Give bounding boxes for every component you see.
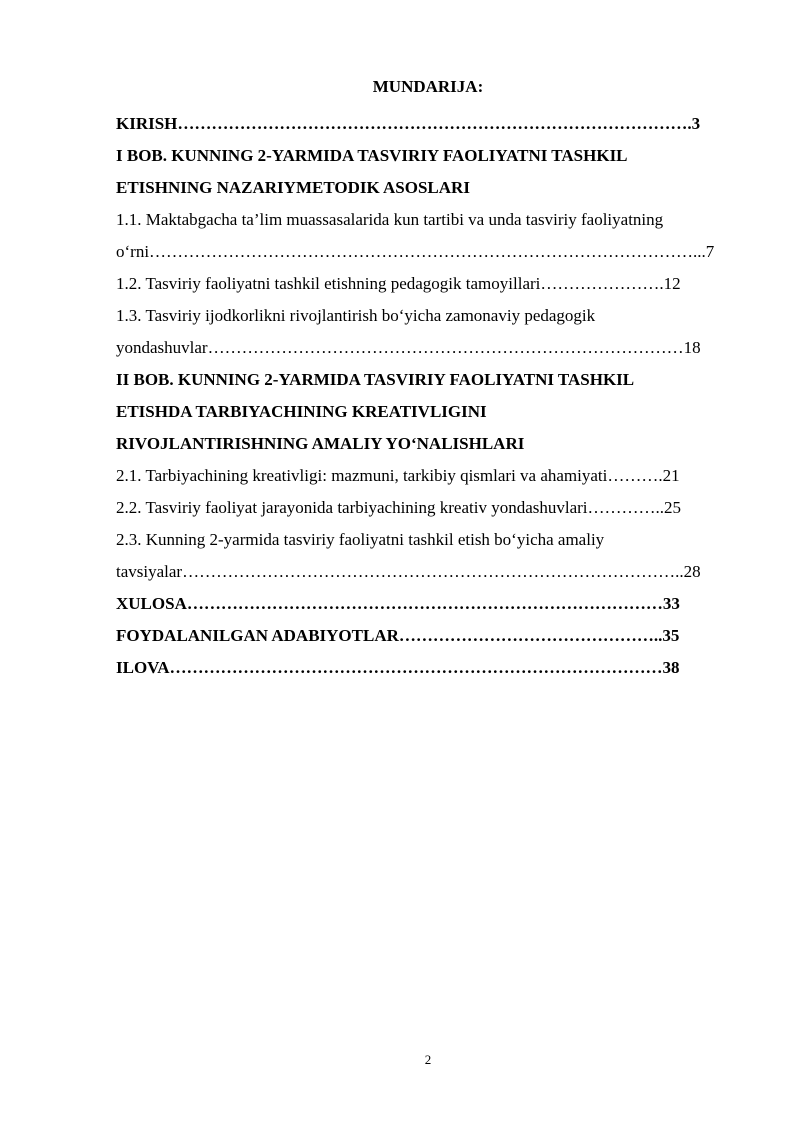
toc-entry-1-3-line-2: yondashuvlar…………………………………………………………………………18 xyxy=(116,338,701,357)
page-number: 2 xyxy=(424,1052,432,1067)
toc-heading: MUNDARIJA: xyxy=(372,77,484,96)
toc-entry-xulosa: XULOSA…………………………………………………………………………33 xyxy=(116,594,680,613)
toc-entry-kirish: KIRISH……………………………………………………………………………….3 xyxy=(116,114,701,133)
toc-entry-1-1-line-2: o‘rni……………………………………………………………………………………...7 xyxy=(116,242,715,261)
toc-entry-1-2: 1.2. Tasviriy faoliyatni tashkil etishning pedagogik tamoyillari………………….12 xyxy=(116,274,681,293)
chapter-1-heading-line-2: ETISHNING NAZARIYMETODIK ASOSLARI xyxy=(116,178,470,197)
toc-entry-1-1-line-1: 1.1. Maktabgacha ta’lim muassasalarida kun tartibi va unda tasviriy faoliyatning xyxy=(116,210,664,229)
toc-entry-2-2: 2.2. Tasviriy faoliyat jarayonida tarbiyachining kreativ yondashuvlari…………..25 xyxy=(116,498,682,517)
table-of-contents xyxy=(116,108,742,684)
toc-entry-1-3-line-1: 1.3. Tasviriy ijodkorlikni rivojlantirish bo‘yicha zamonaviy pedagogik xyxy=(116,306,596,325)
toc-entry-2-3-line-2: tavsiyalar……………………………………………………………………………..28 xyxy=(116,562,701,581)
chapter-2-heading-line-3: RIVOJLANTIRISHNING AMALIY YO‘NALISHLARI xyxy=(116,434,525,453)
chapter-2-heading-line-1: II BOB. KUNNING 2-YARMIDA TASVIRIY FAOLIYATNI TASHKIL xyxy=(116,370,635,389)
toc-entry-adabiyotlar: FOYDALANILGAN ADABIYOTLAR………………………………………..35 xyxy=(116,626,680,645)
chapter-2-heading-line-2: ETISHDA TARBIYACHINING KREATIVLIGINI xyxy=(116,402,487,421)
toc-entry-2-3-line-1: 2.3. Kunning 2-yarmida tasviriy faoliyatni tashkil etish bo‘yicha amaliy xyxy=(116,530,605,549)
toc-entry-ilova: ILOVA……………………………………………………………………………38 xyxy=(116,658,680,677)
toc-entry-2-1: 2.1. Tarbiyachining kreativligi: mazmuni, tarkibiy qismlari va ahamiyati……….21 xyxy=(116,466,680,485)
chapter-1-heading-line-1: I BOB. KUNNING 2-YARMIDA TASVIRIY FAOLIYATNI TASHKIL xyxy=(116,146,628,165)
